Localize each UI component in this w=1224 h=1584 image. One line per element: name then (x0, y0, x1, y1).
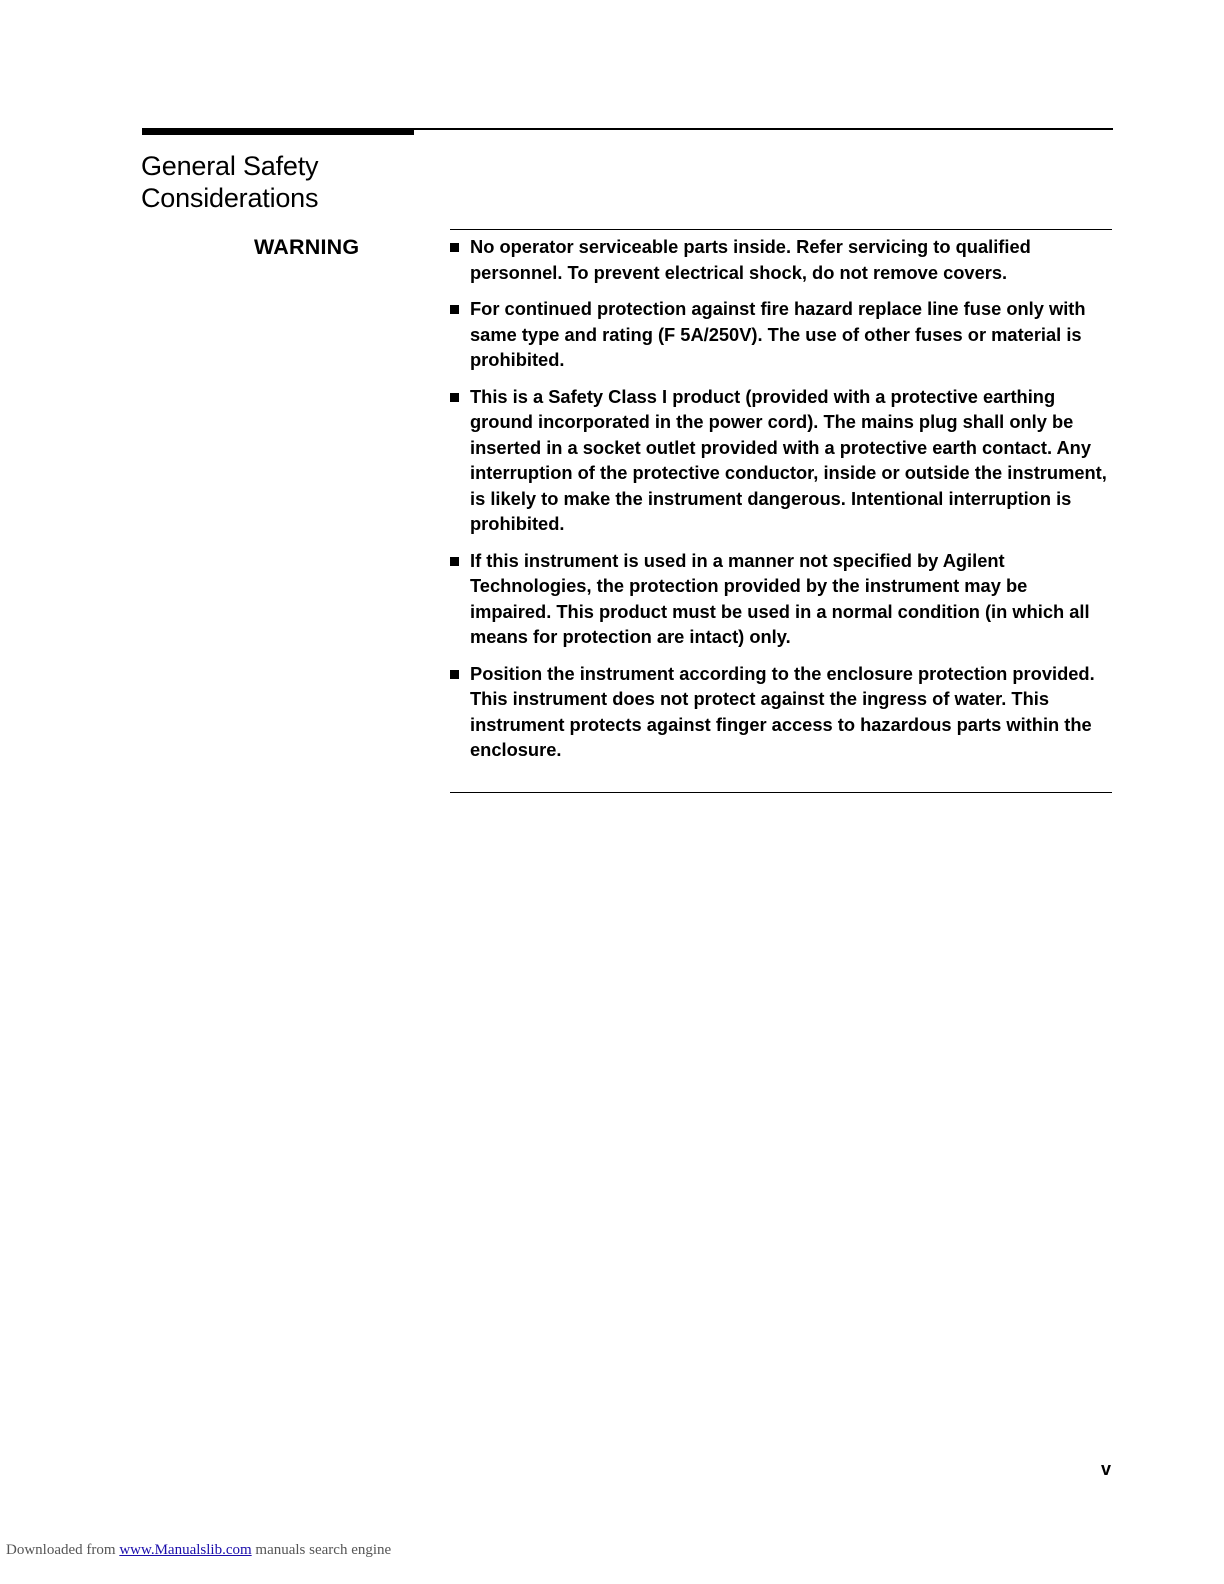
warning-item (450, 384, 1112, 537)
warning-label: WARNING (254, 235, 360, 259)
section-title-line1: General Safety (141, 151, 319, 181)
bullet-square-icon (450, 670, 459, 679)
section-title (141, 150, 318, 214)
warning-item (450, 548, 1112, 650)
warning-item-text: For continued protection against fire hazard replace line fuse only with same type and rating (F 5A/250V). The use of other fuses or material is prohibited. (470, 298, 1086, 370)
warning-item (450, 296, 1112, 373)
warning-item-text: Position the instrument according to the enclosure protection provided. This instrument does not protect against the ingress of water. This instrument protects against finger access to hazardous parts within the enclosure. (470, 662, 1095, 760)
bullet-square-icon (450, 305, 459, 314)
warning-item (450, 234, 1112, 285)
manualslib-link[interactable]: www.Manualslib.com (119, 1542, 252, 1558)
warning-item-text: No operator serviceable parts inside. Refer servicing to qualified personnel. To prevent electrical shock, do not remove covers. (470, 236, 1031, 283)
page-number: v (1101, 1459, 1112, 1479)
bullet-square-icon (450, 557, 459, 566)
warning-item (450, 661, 1112, 763)
warning-box-top-rule (450, 229, 1112, 230)
warning-list (450, 234, 1112, 774)
warning-box-bottom-rule (450, 792, 1112, 793)
bullet-square-icon (450, 393, 459, 402)
warning-item-text: This is a Safety Class I product (provided with a protective earthing ground incorporated in the power cord). The mains plug shall only be inserted in a socket outlet provided with a protective earth contact. Any interruption of the protective conductor, inside or outside the instrument, is likely to make the instrument dangerous. Intentional interruption is prohibited. (470, 385, 1107, 534)
section-title-line2: Considerations (141, 183, 319, 213)
footer-suffix: manuals search engine (251, 1542, 392, 1558)
bullet-square-icon (450, 243, 459, 252)
footer-prefix: Downloaded from (6, 1542, 120, 1558)
warning-item-text: If this instrument is used in a manner not specified by Agilent Technologies, the protection provided by the instrument may be impaired. This product must be used in a normal condition (in which all means for protection are intact) only. (470, 549, 1090, 647)
section-rule-thin (414, 128, 1113, 130)
section-rule-thick (142, 128, 414, 135)
download-footer (6, 1542, 391, 1559)
